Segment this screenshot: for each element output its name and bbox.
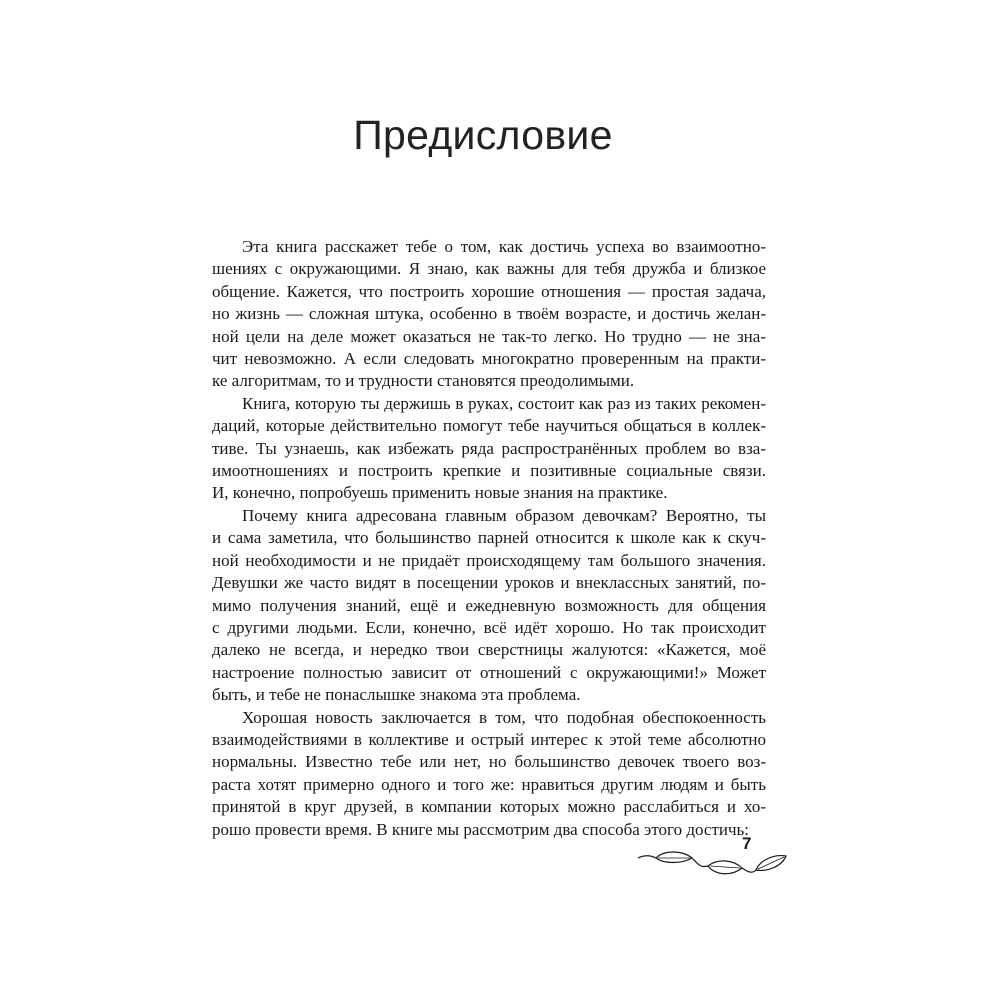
text-line: и сама заметила, что большинство парней относится к школе как к скуч- <box>212 528 766 548</box>
text-line: И, конечно, попробуешь применить новые знания на практике. <box>212 483 668 503</box>
text-line: взаимодействиями в коллективе и острый интерес к этой теме абсолютно <box>212 729 766 749</box>
page-number: 7 <box>742 834 752 853</box>
text-line: шениях с окружающими. Я знаю, как важны для тебя дружба и близкое <box>212 259 766 279</box>
text-line: настроение полностью зависит от отношений с окружающими!» Может <box>212 662 766 682</box>
text-line: Книга, которую ты держишь в руках, состоит как раз из таких рекомен- <box>242 393 766 413</box>
text-line: рошо провести время. В книге мы рассмотрим два способа этого достичь: <box>212 819 750 839</box>
chapter-title: Предисловие <box>353 112 613 158</box>
body-text <box>212 236 766 841</box>
text-line: общение. Кажется, что построить хорошие отношения — простая задача, <box>212 281 766 301</box>
text-line: Эта книга расскажет тебе о том, как достичь успеха во взаимоотно- <box>242 237 766 256</box>
text-line: но жизнь — сложная штука, особенно в твоём возрасте, и достичь желан- <box>212 304 766 324</box>
text-line: чит невозможно. А если следовать многократно проверенным на практи- <box>212 349 766 369</box>
text-line: ной цели на деле может оказаться не так-то легко. Но трудно — не зна- <box>212 326 766 346</box>
text-line: имоотношениях и построить крепкие и позитивные социальные связи. <box>212 461 766 481</box>
text-line: даций, которые действительно помогут тебе научиться общаться в коллек- <box>212 416 766 436</box>
text-line: ке алгоритмам, то и трудности становятся преодолимыми. <box>212 371 635 391</box>
text-line: Хорошая новость заключается в том, что подобная обеспокоенность <box>242 707 766 727</box>
text-line: ной необходимости и не придаёт происходящему там большого значения. <box>212 550 766 570</box>
text-line: принятой в круг друзей, в компании которых можно расслабиться и хо- <box>212 797 766 817</box>
text-line: мимо получения знаний, ещё и ежедневную возможность для общения <box>212 595 766 615</box>
text-line: далеко не всегда, и нередко твои сверстницы жалуются: «Кажется, моё <box>212 640 766 660</box>
text-line: Девушки же часто видят в посещении уроков и внеклассных занятий, по- <box>212 573 766 593</box>
text-line: с другими людьми. Если, конечно, всё идёт хорошо. Но так происходит <box>212 617 766 637</box>
text-line: нормальны. Известно тебе или нет, но большинство девочек твоего воз- <box>212 752 766 772</box>
text-line: быть, и тебе не понаслышке знакома эта проблема. <box>212 685 581 705</box>
leaf-ornament-icon <box>636 846 792 886</box>
text-line: Почему книга адресована главным образом девочкам? Вероятно, ты <box>242 505 766 525</box>
text-line: раста хотят примерно одного и того же: нравиться другим людям и быть <box>212 774 766 794</box>
text-line: тиве. Ты узнаешь, как избежать ряда распространённых проблем во вза- <box>212 438 766 458</box>
